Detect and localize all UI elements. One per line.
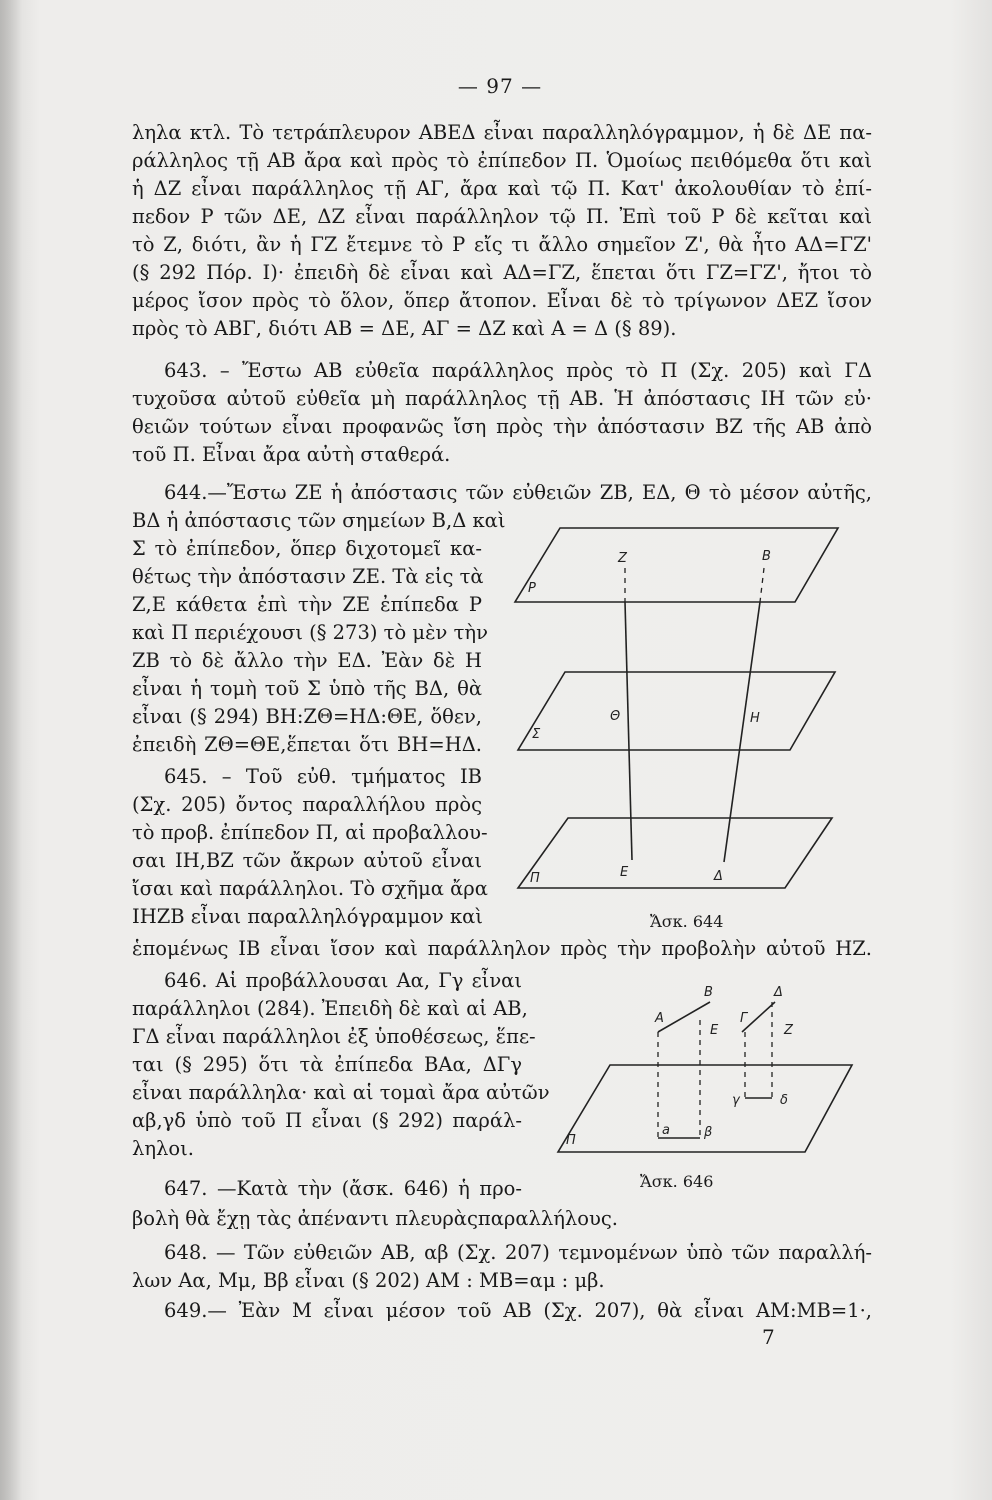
text-line: 649.— Ἐὰν Μ εἶναι μέσον τοῦ ΑΒ (Σχ. 207), θὰ εἶναι ΑΜ:ΜΒ=1·,	[164, 1299, 872, 1322]
text-line: 645. – Τοῦ εὐθ. τμήματος ΙΒ	[164, 765, 482, 788]
label-delta: δ	[780, 1093, 788, 1108]
text-line: εἶναι (§ 294) ΒΗ:ΖΘ=ΗΔ:ΘΕ, ὅθεν,	[132, 705, 482, 728]
label-b-upper: B	[704, 985, 713, 1000]
text-line: πεδον Ρ τῶν ΔΕ, ΔΖ εἶναι παράλληλον τῷ Π. Ἐπὶ τοῦ Ρ δὲ κεῖται καὶ	[132, 205, 872, 228]
label-theta: Θ	[610, 709, 621, 724]
label-a-lower: a	[662, 1123, 670, 1138]
text-line: σαι ΙΗ,ΒΖ τῶν ἄκρων αὐτοῦ εἶναι	[132, 849, 482, 872]
text-line: ἑπομένως ΙΒ εἶναι ἴσον καὶ παράλληλον πρὸς τὴν προβολὴν αὐτοῦ ΗΖ.	[132, 937, 872, 960]
text-line: ΒΔ ἡ ἀπόστασις τῶν σημείων Β,Δ καὶ	[132, 509, 506, 532]
label-h: H	[750, 711, 760, 726]
figure-646-caption: Ἄσκ. 646	[640, 1172, 714, 1191]
text-line: καὶ Π περιέχουσι (§ 273) τὸ μὲν τὴν	[132, 621, 488, 644]
text-line: παράλληλοι (284). Ἐπειδὴ δὲ καὶ αἱ ΑΒ,	[132, 997, 528, 1020]
plane-pi	[518, 818, 832, 888]
label-b-lower: β	[704, 1125, 713, 1140]
text-line: πρὸς τὸ ΑΒΓ, διότι ΑΒ = ΔΕ, ΑΓ = ΔΖ καὶ Α = Δ (§ 89).	[132, 317, 677, 340]
text-line: τὸ Ζ, διότι, ἂν ἡ ΓΖ ἔτεμνε τὸ Ρ εἴς τι ἄλλο σημεῖον Ζ', θὰ ἦτο ΑΔ=ΓΖ'	[132, 233, 872, 256]
text-line: βολὴ θὰ ἔχῃ τὰς ἀπέναντι πλευρὰςπαραλλήλους.	[132, 1207, 618, 1230]
text-line: 646. Αἱ προβάλλουσαι Αα, Γγ εἶναι	[164, 969, 522, 992]
text-line: τυχοῦσα αὐτοῦ εὐθεῖα μὴ παράλληλος τῇ ΑΒ. Ἡ ἀπόστασις ΙΗ τῶν εὐ·	[132, 387, 872, 410]
text-line: τὸ προβ. ἐπίπεδον Π, αἱ προβαλλου-	[132, 821, 488, 844]
text-line: θειῶν τούτων εἶναι προφανῶς ἴση πρὸς τὴν ἀπόστασιν ΒΖ τῆς ΑΒ ἀπὸ	[132, 415, 872, 438]
label-pi: Π	[530, 871, 540, 886]
line-ab	[658, 1002, 710, 1032]
figure-646	[540, 980, 860, 1160]
text-line: μέρος ἴσον πρὸς τὸ ὅλον, ὅπερ ἄτοπον. Εἶναι δὲ τὸ τρίγωνον ΔΕΖ ἴσον	[132, 289, 872, 312]
line-bd-dashed	[760, 568, 764, 602]
text-line: 643. – Ἔστω ΑΒ εὐθεῖα παράλληλος πρὸς τὸ Π (Σχ. 205) καὶ ΓΔ	[164, 359, 872, 382]
text-line: 647. —Κατὰ τὴν (ἄσκ. 646) ἡ προ-	[164, 1177, 522, 1200]
label-pi-646: Π	[566, 1133, 576, 1148]
figure-644	[500, 510, 850, 900]
text-line: λων Αα, Μμ, Ββ εἶναι (§ 202) ΑΜ : ΜΒ=αμ : μβ.	[132, 1269, 605, 1292]
text-line: (Σχ. 205) ὄντος παραλλήλου πρὸς	[132, 793, 482, 816]
text-line: ΙΗΖΒ εἶναι παραλληλόγραμμον καὶ	[132, 905, 483, 928]
label-a: A	[655, 1011, 664, 1026]
text-line: ΓΔ εἶναι παράλληλοι ἐξ ὑποθέσεως, ἕπε-	[132, 1025, 536, 1048]
plane-sigma	[518, 672, 835, 750]
text-line: ληλα κτλ. Τὸ τετράπλευρον ΑΒΕΔ εἶναι παραλληλόγραμμον, ἡ δὲ ΔΕ πα-	[132, 121, 872, 144]
label-b: B	[762, 549, 771, 564]
text-line: ΖΒ τὸ δὲ ἄλλο τὴν ΕΔ. Ἐὰν δὲ Η	[132, 649, 482, 672]
label-e-646: E	[710, 1023, 719, 1038]
line-ze	[625, 602, 632, 860]
line-bd	[724, 602, 760, 862]
text-line: ἴσαι καὶ παράλληλοι. Τὸ σχῆμα ἄρα	[132, 877, 488, 900]
text-line: ται (§ 295) ὅτι τὰ ἐπίπεδα ΒΑα, ΔΓγ	[132, 1053, 522, 1076]
text-line: θέτως τὴν ἀπόστασιν ΖΕ. Τὰ εἰς τὰ	[132, 565, 484, 588]
text-line: ἐπειδὴ ΖΘ=ΘΕ,ἕπεται ὅτι ΒΗ=ΗΔ.	[132, 733, 482, 756]
text-line: Ζ,Ε κάθετα ἐπὶ τὴν ΖΕ ἐπίπεδα Ρ	[132, 593, 482, 616]
label-gamma: γ	[732, 1093, 740, 1108]
plane-p	[515, 528, 838, 602]
page-number: — 97 —	[457, 74, 543, 98]
label-d: Δ	[714, 869, 723, 884]
text-line: τοῦ Π. Εἶναι ἄρα αὐτὴ σταθερά.	[132, 443, 451, 466]
text-line: (§ 292 Πόρ. Ι)· ἐπειδὴ δὲ εἶναι καὶ ΑΔ=ΓΖ, ἕπεται ὅτι ΓΖ=ΓΖ', ἤτοι τὸ	[132, 261, 872, 284]
figure-644-caption: Ἄσκ. 644	[650, 912, 724, 931]
label-d-upper: Δ	[774, 985, 783, 1000]
label-sigma: Σ	[532, 727, 541, 742]
text-line: ληλοι.	[132, 1137, 194, 1160]
signature-mark: 7	[762, 1325, 775, 1349]
page-edge-shadow	[0, 0, 22, 1500]
text-line: εἶναι παράλληλα· καὶ αἱ τομαὶ ἄρα αὐτῶν	[132, 1081, 550, 1104]
text-line: 648. — Τῶν εὐθειῶν ΑΒ, αβ (Σχ. 207) τεμνομένων ὑπὸ τῶν παραλλή-	[164, 1241, 872, 1264]
label-z: Z	[618, 551, 627, 566]
text-line: ράλληλος τῇ ΑΒ ἄρα καὶ πρὸς τὸ ἐπίπεδον Π. Ὁμοίως πειθόμεθα ὅτι καὶ	[132, 149, 872, 172]
label-p: P	[528, 581, 536, 596]
text-line: αβ,γδ ὑπὸ τοῦ Π εἶναι (§ 292) παράλ-	[132, 1109, 522, 1132]
label-e: E	[620, 865, 629, 880]
text-line: εἶναι ἡ τομὴ τοῦ Σ ὑπὸ τῆς ΒΔ, θὰ	[132, 677, 482, 700]
text-line: ἡ ΔΖ εἶναι παράλληλος τῇ ΑΓ, ἄρα καὶ τῷ Π. Κατ' ἀκολουθίαν τὸ ἐπί-	[132, 177, 872, 200]
text-line: Σ τὸ ἐπίπεδον, ὅπερ διχοτομεῖ κα-	[132, 537, 482, 560]
text-line: 644.—Ἔστω ΖΕ ἡ ἀπόστασις τῶν εὐθειῶν ΖΒ, ΕΔ, Θ τὸ μέσον αὐτῆς,	[164, 481, 872, 504]
label-g: Γ	[740, 1011, 748, 1026]
label-z-646: Z	[784, 1023, 793, 1038]
